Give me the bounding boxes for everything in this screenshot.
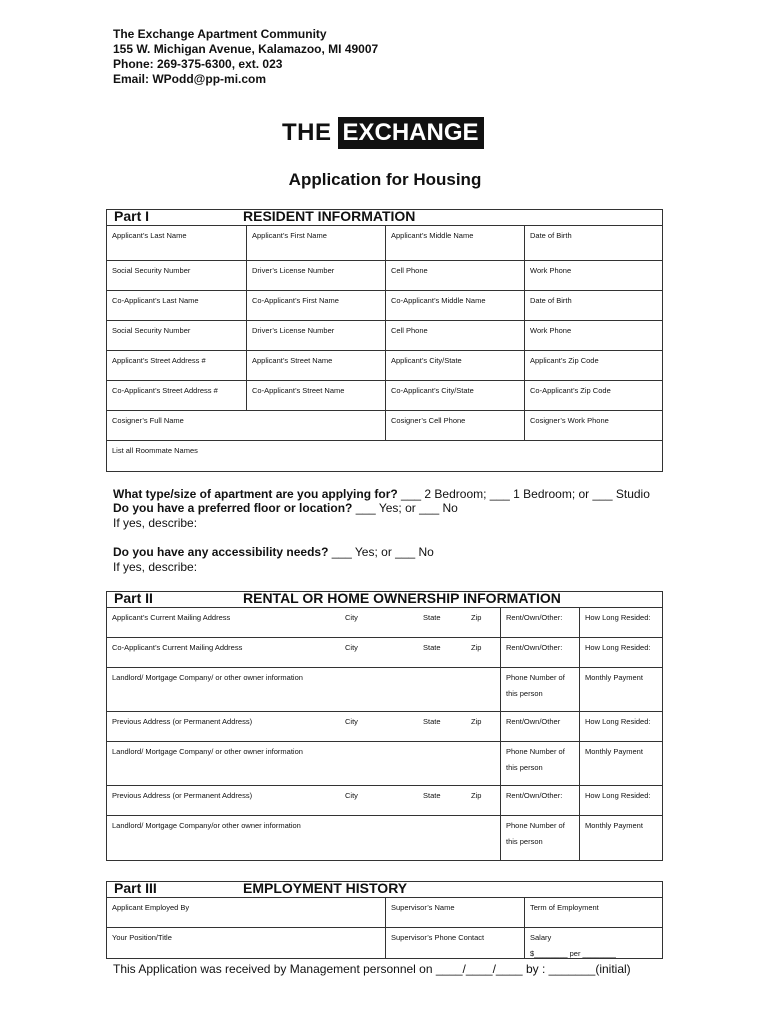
form-row [107, 786, 662, 816]
apartment-size-question [113, 487, 650, 501]
state-field[interactable]: State [423, 613, 441, 622]
label: Phone Number of [506, 821, 565, 830]
landlord-phone-field[interactable] [500, 742, 579, 785]
part-3-title: EMPLOYMENT HISTORY [243, 880, 408, 896]
form-row [107, 898, 662, 928]
form-row [107, 638, 662, 668]
logo-the: THE [282, 119, 332, 146]
city-field[interactable]: City [345, 791, 358, 800]
cosigner-work-phone-field[interactable]: Cosigner’s Work Phone [524, 411, 662, 440]
accessibility-question [113, 545, 434, 559]
question-options[interactable]: ___ 2 Bedroom; ___ 1 Bedroom; or ___ Studio [397, 487, 650, 501]
company-phone: Phone: 269-375-6300, ext. 023 [113, 57, 283, 71]
company-header [113, 27, 378, 87]
part-1-label: Part I [114, 208, 150, 224]
company-address: 155 W. Michigan Avenue, Kalamazoo, MI 49007 [113, 42, 379, 56]
form-row [107, 928, 662, 958]
form-row [107, 668, 662, 712]
zip-field[interactable]: Zip [471, 643, 482, 652]
city-field[interactable]: City [345, 613, 358, 622]
form-row [107, 742, 662, 786]
form-row [107, 351, 662, 381]
previous-address-field[interactable]: Previous Address (or Permanent Address) [112, 791, 253, 800]
state-field[interactable]: State [423, 717, 441, 726]
form-row [107, 608, 662, 638]
part-1-header [107, 210, 662, 226]
page-title: Application for Housing [288, 170, 482, 189]
label: this person [506, 689, 543, 698]
coapplicant-last-name-field[interactable]: Co-Applicant’s Last Name [112, 296, 199, 305]
form-row [107, 411, 662, 441]
question-text: Do you have any accessibility needs? [113, 545, 329, 559]
how-long-field[interactable]: How Long Resided: [579, 638, 662, 667]
coapplicant-address-field[interactable]: Co-Applicant’s Current Mailing Address [112, 643, 243, 652]
coapplicant-city-state-field[interactable]: Co-Applicant’s City/State [385, 381, 524, 410]
company-name: The Exchange Apartment Community [113, 27, 327, 41]
label: this person [506, 763, 543, 772]
city-field[interactable]: City [345, 643, 358, 652]
rent-own-field[interactable]: Rent/Own/Other: [500, 608, 579, 637]
roommate-names-field[interactable]: List all Roommate Names [112, 446, 198, 455]
landlord-info-field[interactable]: Landlord/ Mortgage Company/ or other owner information [112, 673, 303, 682]
coapplicant-cell-field[interactable]: Cell Phone [385, 321, 524, 350]
label: this person [506, 837, 543, 846]
city-field[interactable]: City [345, 717, 358, 726]
monthly-payment-field[interactable]: Monthly Payment [579, 816, 662, 860]
accessibility-describe[interactable]: If yes, describe: [113, 560, 198, 574]
coapplicant-license-field[interactable]: Driver’s License Number [246, 321, 385, 350]
cosigner-name-field[interactable]: Cosigner’s Full Name [112, 416, 184, 425]
form-row [107, 816, 662, 860]
question-options[interactable]: ___ Yes; or ___ No [352, 501, 458, 515]
employer-field[interactable]: Applicant Employed By [112, 903, 190, 912]
coapplicant-street-number-field[interactable]: Co-Applicant’s Street Address # [112, 386, 218, 395]
applicant-middle-name-field[interactable]: Applicant’s Middle Name [385, 226, 524, 260]
question-options[interactable]: ___ Yes; or ___ No [328, 545, 434, 559]
how-long-field[interactable]: How Long Resided: [579, 712, 662, 741]
label: Phone Number of [506, 673, 565, 682]
coapplicant-street-name-field[interactable]: Co-Applicant’s Street Name [246, 381, 385, 410]
management-received-line[interactable]: This Application was received by Management personnel on ____/____/____ by : _______(initial) [113, 962, 631, 976]
coapplicant-zip-field[interactable]: Co-Applicant’s Zip Code [524, 381, 662, 410]
term-of-employment-field[interactable]: Term of Employment [524, 898, 662, 927]
landlord-info-field[interactable]: Landlord/ Mortgage Company/ or other owner information [112, 747, 303, 756]
applicant-city-state-field[interactable]: Applicant’s City/State [385, 351, 524, 380]
logo-exchange: EXCHANGE [338, 117, 484, 149]
applicant-dob-field[interactable]: Date of Birth [524, 226, 662, 260]
coapplicant-middle-name-field[interactable]: Co-Applicant’s Middle Name [385, 291, 524, 320]
form-row [107, 226, 662, 261]
monthly-payment-field[interactable]: Monthly Payment [579, 668, 662, 711]
zip-field[interactable]: Zip [471, 613, 482, 622]
form-row [107, 441, 662, 471]
form-row [107, 291, 662, 321]
question-text: Do you have a preferred floor or location? [113, 501, 353, 515]
the-exchange-logo [282, 117, 484, 149]
supervisor-name-field[interactable]: Supervisor’s Name [385, 898, 524, 927]
part-2-rental-information [106, 591, 663, 861]
zip-field[interactable]: Zip [471, 717, 482, 726]
part-2-label: Part II [114, 590, 153, 606]
applicant-first-name-field[interactable]: Applicant’s First Name [246, 226, 385, 260]
how-long-field[interactable]: How Long Resided: [579, 608, 662, 637]
applicant-work-phone-field[interactable]: Work Phone [524, 261, 662, 290]
part-2-title: RENTAL OR HOME OWNERSHIP INFORMATION [243, 590, 561, 606]
salary-blank: $________ per ________ [530, 949, 616, 958]
company-email: Email: WPodd@pp-mi.com [113, 72, 267, 86]
form-row [107, 381, 662, 411]
form-row [107, 712, 662, 742]
position-title-field[interactable]: Your Position/Title [112, 933, 172, 942]
applicant-license-field[interactable]: Driver’s License Number [246, 261, 385, 290]
monthly-payment-field[interactable]: Monthly Payment [579, 742, 662, 785]
coapplicant-ssn-field[interactable]: Social Security Number [112, 326, 191, 335]
preferred-floor-question [113, 501, 458, 515]
state-field[interactable]: State [423, 643, 441, 652]
label: Phone Number of [506, 747, 565, 756]
state-field[interactable]: State [423, 791, 441, 800]
part-3-employment-history [106, 881, 663, 959]
question-text: What type/size of apartment are you applying for? [113, 487, 398, 501]
applicant-zip-field[interactable]: Applicant’s Zip Code [524, 351, 662, 380]
landlord-phone-field[interactable] [500, 816, 579, 860]
cosigner-cell-field[interactable]: Cosigner’s Cell Phone [385, 411, 524, 440]
coapplicant-first-name-field[interactable]: Co-Applicant’s First Name [246, 291, 385, 320]
current-address-field[interactable]: Applicant’s Current Mailing Address [112, 613, 231, 622]
part-3-label: Part III [114, 880, 157, 896]
applicant-street-number-field[interactable]: Applicant’s Street Address # [112, 356, 206, 365]
part-3-header [107, 882, 662, 898]
previous-address-field[interactable]: Previous Address (or Permanent Address) [112, 717, 253, 726]
how-long-field[interactable]: How Long Resided: [579, 786, 662, 815]
zip-field[interactable]: Zip [471, 791, 482, 800]
part-2-header [107, 592, 662, 608]
part-1-title: RESIDENT INFORMATION [243, 208, 416, 224]
applicant-cell-field[interactable]: Cell Phone [385, 261, 524, 290]
landlord-phone-field[interactable] [500, 668, 579, 711]
form-row [107, 321, 662, 351]
form-row [107, 261, 662, 291]
applicant-ssn-field[interactable]: Social Security Number [112, 266, 191, 275]
landlord-info-field[interactable]: Landlord/ Mortgage Company/or other owner information [112, 821, 301, 830]
applicant-last-name-field[interactable]: Applicant’s Last Name [112, 231, 187, 240]
coapplicant-dob-field[interactable]: Date of Birth [524, 291, 662, 320]
part-1-resident-information [106, 209, 663, 472]
rent-own-field[interactable]: Rent/Own/Other: [500, 786, 579, 815]
rent-own-field[interactable]: Rent/Own/Other [500, 712, 579, 741]
preferred-floor-describe[interactable]: If yes, describe: [113, 516, 198, 530]
salary-field[interactable] [524, 928, 662, 958]
coapplicant-work-phone-field[interactable]: Work Phone [524, 321, 662, 350]
label: Salary [530, 933, 552, 942]
applicant-street-name-field[interactable]: Applicant’s Street Name [246, 351, 385, 380]
rent-own-field[interactable]: Rent/Own/Other: [500, 638, 579, 667]
supervisor-phone-field[interactable]: Supervisor’s Phone Contact [385, 928, 524, 958]
